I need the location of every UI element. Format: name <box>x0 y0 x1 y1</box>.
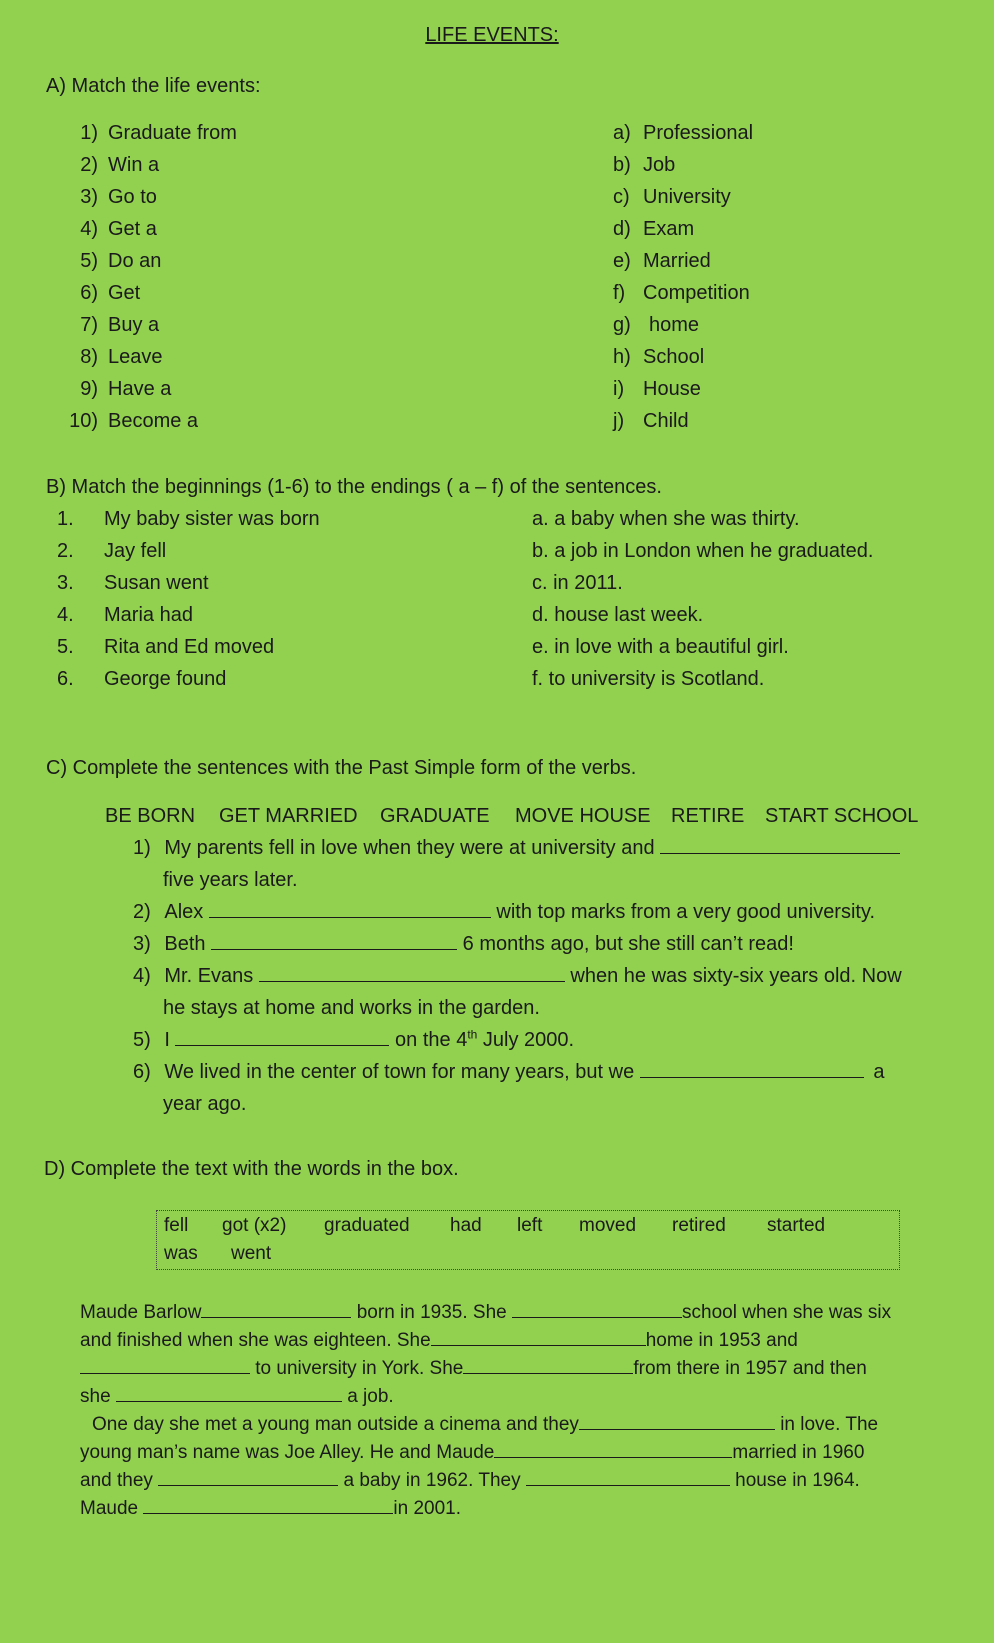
answer-blank[interactable] <box>201 1300 351 1318</box>
answer-blank[interactable] <box>660 836 900 854</box>
page-edge <box>994 0 1000 1643</box>
answer-blank[interactable] <box>640 1060 864 1078</box>
answer-blank[interactable] <box>209 900 491 918</box>
word-item: retired <box>672 1215 726 1236</box>
list-item: c. in 2011. <box>532 572 623 594</box>
sentence-4-continued: he stays at home and works in the garden. <box>163 997 540 1019</box>
section-c-heading: C) Complete the sentences with the Past Simple form of the verbs. <box>46 757 637 779</box>
verb-item: MOVE HOUSE <box>515 805 651 827</box>
section-d-heading: D) Complete the text with the words in the box. <box>44 1158 459 1180</box>
answer-blank[interactable] <box>431 1328 646 1346</box>
list-item: j) Child <box>613 410 689 432</box>
story-line: she a job. <box>80 1386 394 1407</box>
list-item: 2) Win a <box>80 154 160 176</box>
word-item: had <box>450 1215 482 1236</box>
sentence-3: 3) Beth 6 months ago, but she still can’t read! <box>133 933 794 955</box>
list-item: 7) Buy a <box>80 314 160 336</box>
answer-blank[interactable] <box>211 932 457 950</box>
verb-item: GET MARRIED <box>219 805 358 827</box>
list-item: e) Married <box>613 250 711 272</box>
section-b-heading: B) Match the beginnings (1-6) to the endings ( a – f) of the sentences. <box>46 476 662 498</box>
answer-blank[interactable] <box>143 1496 393 1514</box>
story-line: to university in York. She from there in 1957 and then <box>80 1356 867 1380</box>
answer-blank[interactable] <box>175 1028 389 1046</box>
verb-item: BE BORN <box>105 805 196 827</box>
list-item: d) Exam <box>613 218 695 240</box>
list-item: 6. George found <box>57 668 227 690</box>
list-item: g) home <box>613 314 700 336</box>
answer-blank[interactable] <box>512 1300 682 1318</box>
list-item: i) House <box>613 378 701 400</box>
word-item: was <box>164 1243 198 1264</box>
story-line: and they a baby in 1962. They house in 1964. <box>80 1470 860 1491</box>
story-line: Maude in 2001. <box>80 1498 462 1519</box>
list-item: f) Competition <box>613 282 750 304</box>
answer-blank[interactable] <box>158 1468 338 1486</box>
sentence-6: 6) We lived in the center of town for many years, but we a <box>133 1061 885 1083</box>
sentence-2: 2) Alex with top marks from a very good university. <box>133 901 876 923</box>
story-line: and finished when she was eighteen. She home in 1953 and <box>80 1330 798 1351</box>
list-item: 8) Leave <box>80 346 163 368</box>
word-item: fell <box>164 1215 189 1236</box>
answer-blank[interactable] <box>259 964 565 982</box>
list-item: 2. Jay fell <box>57 540 167 562</box>
list-item: 1) Graduate from <box>80 122 237 144</box>
story-line: One day she met a young man outside a cinema and they in love. The <box>92 1414 879 1435</box>
list-item: 3) Go to <box>80 186 157 208</box>
list-item: f. to university is Scotland. <box>532 668 765 690</box>
page-title: LIFE EVENTS: <box>425 24 559 46</box>
answer-blank[interactable] <box>116 1384 342 1402</box>
story-line: Maude Barlow born in 1935. She school when she was six <box>80 1302 892 1323</box>
list-item: e. in love with a beautiful girl. <box>532 636 789 658</box>
answer-blank[interactable] <box>80 1356 250 1374</box>
list-item: a) Professional <box>613 122 754 144</box>
sentence-4: 4) Mr. Evans when he was sixty-six years old. Now <box>133 965 902 987</box>
verb-item: GRADUATE <box>380 805 490 827</box>
list-item: 10) Become a <box>69 410 199 432</box>
answer-blank[interactable] <box>494 1440 732 1458</box>
list-item: b) Job <box>613 154 676 176</box>
list-item: 4. Maria had <box>57 604 193 626</box>
verb-item: RETIRE <box>671 805 745 827</box>
list-item: 5) Do an <box>80 250 162 272</box>
word-item: moved <box>579 1215 637 1236</box>
answer-blank[interactable] <box>526 1468 730 1486</box>
word-item: went <box>231 1243 272 1264</box>
list-item: 9) Have a <box>80 378 172 400</box>
word-item: left <box>517 1215 543 1236</box>
answer-blank[interactable] <box>579 1412 775 1430</box>
list-item: 1. My baby sister was born <box>57 508 320 530</box>
word-item: started <box>767 1215 826 1236</box>
section-a-heading: A) Match the life events: <box>46 75 261 97</box>
sentence-1-continued: five years later. <box>163 869 298 891</box>
list-item: 4) Get a <box>80 218 157 240</box>
sentence-1: 1) My parents fell in love when they were at university and <box>133 836 900 860</box>
sentence-5: 5) I on the 4th July 2000. <box>133 1027 575 1051</box>
answer-blank[interactable] <box>463 1356 633 1374</box>
word-item: graduated <box>324 1215 410 1236</box>
list-item: 3. Susan went <box>57 572 209 594</box>
list-item: a. a baby when she was thirty. <box>532 508 800 530</box>
list-item: c) University <box>613 186 731 208</box>
list-item: d. house last week. <box>532 604 704 626</box>
verb-item: START SCHOOL <box>765 805 919 827</box>
list-item: h) School <box>613 346 705 368</box>
list-item: 5. Rita and Ed moved <box>57 636 275 658</box>
story-line: young man’s name was Joe Alley. He and Maude married in 1960 <box>80 1442 865 1463</box>
list-item: 6) Get <box>80 282 141 304</box>
word-item: got (x2) <box>222 1215 287 1236</box>
word-box <box>156 1210 900 1270</box>
sentence-6-continued: year ago. <box>163 1093 247 1115</box>
list-item: b. a job in London when he graduated. <box>532 540 874 562</box>
